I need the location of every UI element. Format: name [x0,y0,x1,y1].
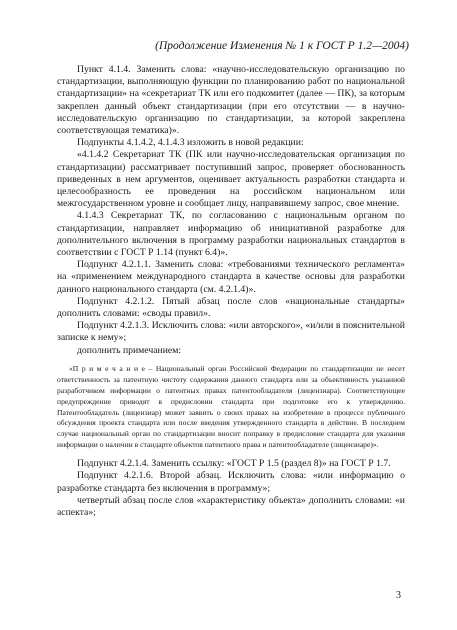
note-block: «П р и м е ч а н и е – Национальный орган Российской Федерации по стандартизации не несет ответственность за патентную чистоту содержания данного стандарта или за объективность указанной разработчиком информации о патентных правах патентообладателя (лицензиара). Соответствующее предупреждение приводят в предисловии стандарта при подготовке его к утверждению. Патентообладатель (лицензиар) может заявить о своих правах на изобретение в процессе публичного обсуждения проекта стандарта или после введения утвержденного стандарта в действие. В последнем случае национальный орган по стандартизации вносит поправку в предисловие стандарта для указания информации о наличии в стандарте объектов патентного права и патентообладателе (лицензиаре)». [57,363,405,450]
paragraph-4-1-4-2: «4.1.4.2 Секретариат ТК (ПК или научно-исследовательская организация по стандартизации) рассматривает поступивший запрос, проверяет обоснованность приведенных в нем аргументов, оценивает актуальность разработки стандарта и целесообразность ее проведения на российском национальном или межгосударственном уровне и сообщает лицу, направившему запрос, свое мнение. [57,149,405,210]
document-body [57,64,405,519]
paragraph-4-2-1-3: Подпункт 4.2.1.3. Исключить слова: «или авторского», «и/или в пояснительной записке к нему»; [57,320,405,344]
paragraph-4-2-1-1: Подпункт 4.2.1.1. Заменить слова: «требованиями технического регламента» на «применением международного стандарта в качестве основы для разработки данного национального стандарта (см. 4.2.1.4)». [57,259,405,295]
paragraph-4-1-4-3: 4.1.4.3 Секретариат ТК, по согласованию с национальным органом по стандартизации, направляет информацию об инициативной разработке для дополнительного включения в программу разработки национальных стандартов в соответствии с ГОСТ Р 1.14 (пункт 6.4)». [57,210,405,259]
paragraph-4-2-1-4: Подпункт 4.2.1.4. Заменить ссылку: «ГОСТ Р 1.5 (раздел 8)» на ГОСТ Р 1.7. [77,458,391,470]
paragraph-add-note: дополнить примечанием: [77,344,182,356]
page-header: (Продолжение Изменения № 1 к ГОСТ Р 1.2—2004) [155,40,409,52]
paragraph-4-1-4: Пункт 4.1.4. Заменить слова: «научно-исследовательскую организацию по стандартизации, выполняющую функции по планированию работ по национальной стандартизации» на «секретариат ТК или его подкомитет (далее — ПК), за которым закреплен данный объект стандартизации (при его отсутствии — в научно-исследовательскую организацию по стандартизации, за которой закреплена соответствующая тематика)». [57,64,405,137]
paragraph-fourth-abzac: четвертый абзац после слов «характеристику объекта» дополнить словами: «и аспекта»; [57,494,405,518]
paragraph-subclauses-intro: Подпункты 4.1.4.2, 4.1.4.3 изложить в новой редакции: [77,137,304,149]
paragraph-4-2-1-6: Подпункт 4.2.1.6. Второй абзац. Исключить слова: «или информацию о разработке стандарта без включения в программу»; [57,470,405,494]
page-number: 3 [396,590,401,601]
paragraph-4-2-1-2: Подпункт 4.2.1.2. Пятый абзац после слов «национальные стандарты» дополнить словами: «своды правил». [57,295,405,320]
